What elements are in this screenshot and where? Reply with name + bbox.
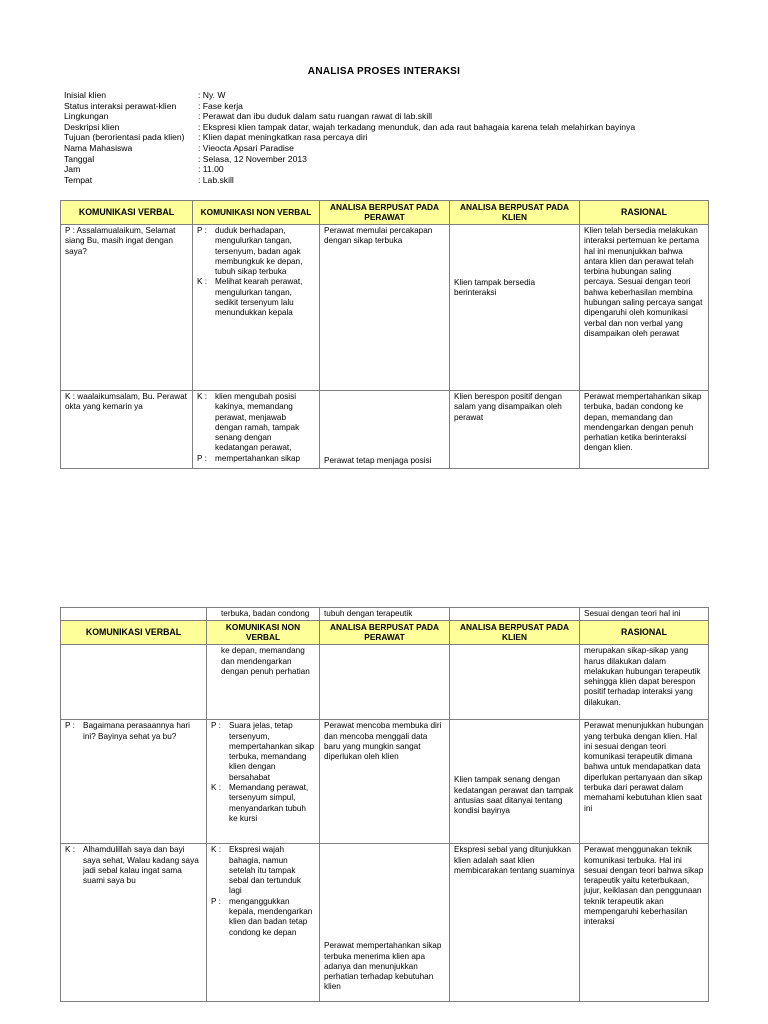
cell-nurse-analysis: Perawat memulai percakapan dengan sikap terbuka: [320, 225, 450, 391]
header-verbal: KOMUNIKASI VERBAL: [61, 201, 193, 225]
cell-nonverbal: [193, 225, 320, 391]
cell-rationale: Perawat menunjukkan hubungan yang terbuka dengan klien. Hal ini sesuai dengan teori komunikasi terapeutik dimana bahwa untuk mendapatkan data diperlukan pertanyaan dan sikap terbuka dari perawat dalam memahami kebutuhan klien saat ini: [580, 720, 709, 844]
client-analysis-text: Klien tampak senang dengan kedatangan perawat dan tampak antusias saat ditanyai tentang kondisi bayinya: [454, 775, 574, 816]
cell-client-analysis: [450, 225, 580, 391]
speaker-label: K :: [211, 783, 222, 793]
verbal-entry: [65, 845, 202, 886]
cell-rationale: Perawat mempertahankan sikap terbuka, badan condong ke depan, memandang dan mendengarkan dengan penuh perhatian ketika berinteraksi dengan klien.: [580, 391, 709, 469]
cell-client-analysis: [450, 608, 580, 621]
info-key: Inisial klien: [64, 90, 107, 100]
nonverbal-text: klien mengubah posisi kakinya, memandang perawat, menjawab dengan ramah, tampak senang dengan kedatangan perawat,: [215, 392, 300, 453]
nonverbal-text: Ekspresi wajah bahagia, namun setelah itu tampak sebal dan tertunduk lagi: [229, 845, 301, 896]
nonverbal-entry: [197, 277, 315, 318]
speaker-label: K :: [211, 845, 222, 855]
cell-nonverbal: terbuka, badan condong: [207, 608, 320, 621]
info-value: : Lab.skill: [198, 174, 234, 185]
info-value: : Klien dapat meningkatkan rasa percaya diri: [198, 132, 368, 143]
table-row: [61, 844, 709, 1002]
cell-verbal: [61, 608, 207, 621]
info-value: : Selasa, 12 November 2013: [198, 153, 307, 164]
header-verbal: KOMUNIKASI VERBAL: [61, 621, 207, 645]
cell-nurse-analysis: [320, 391, 450, 469]
cell-client-analysis: Ekspresi sebal yang ditunjukkan klien adalah saat klien membicarakan tentang suaminya: [450, 844, 580, 1002]
nonverbal-text: Memandang perawat, tersenyum simpul, menyandarkan tubuh ke kursi: [229, 783, 309, 823]
table-row-continued: [61, 608, 709, 621]
nonverbal-entry: [197, 226, 315, 277]
verbal-text: Alhamdulillah saya dan bayi saya sehat, Walau kadang saya jadi sebal kalau ingat sama suami saya bu: [83, 845, 199, 886]
cell-nonverbal: [207, 844, 320, 1002]
cell-rationale: Perawat menggunakan teknik komunikasi terbuka. Hal ini sesuai dengan teori bahwa sikap terapeutik yaitu keterbukaan, jujur, keiklasan dan penggunaan teknik terapeutik akan mempengaruhi keberhasilan interaksi: [580, 844, 709, 1002]
cell-nurse-analysis: [320, 645, 450, 720]
info-key: Tanggal: [64, 153, 95, 164]
info-value: : 11.00: [198, 164, 224, 175]
info-row-goal: [64, 132, 635, 143]
document-title: ANALISA PROSES INTERAKSI: [307, 66, 461, 77]
nonverbal-entry: [197, 454, 315, 464]
info-key: Tempat: [64, 174, 93, 185]
info-row-environment: [64, 111, 635, 122]
table-header-row: [61, 621, 709, 645]
nonverbal-text: Melihat kearah perawat, mengulurkan tangan, sedikit tersenyum lalu menundukkan kepala: [215, 277, 303, 318]
info-value: : Fase kerja: [198, 100, 243, 111]
header-rationale: RASIONAL: [580, 201, 709, 225]
nonverbal-text: mempertahankan sikap: [215, 453, 301, 463]
interaction-table-page1: [60, 200, 709, 469]
info-key: Nama Mahasiswa: [64, 142, 133, 153]
header-nonverbal: KOMUNIKASI NON VERBAL: [207, 621, 320, 645]
info-row-date: [64, 154, 635, 165]
nonverbal-entry: [211, 783, 315, 824]
info-row-description: [64, 122, 635, 133]
cell-rationale: Klien telah bersedia melakukan interaksi pertemuan ke pertama hal ini menunjukkan bahwa antara klien dan perawat telah terbina hubungan saling percaya. Sesuai dengan teori bahwa keberhasilan membina hubungan saling percaya sangat dipengaruhi oleh komunikasi verbal dan non verbal yang disampaikan oleh perawat: [580, 225, 709, 391]
speaker-label: P :: [211, 721, 221, 731]
cell-nonverbal: [193, 391, 320, 469]
header-rationale: RASIONAL: [580, 621, 709, 645]
cell-nurse-analysis: [320, 844, 450, 1002]
speaker-label: K :: [197, 277, 208, 287]
info-row-place: [64, 175, 635, 186]
cell-client-analysis: [450, 720, 580, 844]
nonverbal-entry: [211, 897, 315, 938]
nurse-analysis-text: Perawat mempertahankan sikap terbuka menerima klien apa adanya dan menunjukkan perhatian terhadap kebutuhan klien: [324, 941, 442, 992]
table-header-row: [61, 201, 709, 225]
table-row: [61, 391, 709, 469]
info-key: Lingkungan: [64, 111, 109, 122]
verbal-entry: [65, 721, 202, 742]
cell-nonverbal: ke depan, memandang dan mendengarkan dengan penuh perhatian: [207, 645, 320, 720]
table-row: [61, 645, 709, 720]
header-nurse-analysis: ANALISA BERPUSAT PADA PERAWAT: [320, 201, 450, 225]
nurse-analysis-text: Perawat tetap menjaga posisi: [324, 456, 432, 465]
info-value: : Ny. W: [198, 90, 226, 100]
speaker-label: P :: [197, 453, 207, 463]
nonverbal-entry: [211, 721, 315, 783]
header-client-analysis: ANALISA BERPUSAT PADA KLIEN: [450, 621, 580, 645]
info-row-status: [64, 101, 635, 112]
cell-verbal: [61, 720, 207, 844]
cell-nurse-analysis: Perawat mencoba membuka diri dan mencoba menggali data baru yang mungkin sangat diperlukan oleh klien: [320, 720, 450, 844]
speaker-label: K :: [65, 845, 76, 855]
info-key: Deskripsi klien: [64, 121, 120, 132]
cell-verbal: [61, 844, 207, 1002]
cell-verbal: [61, 645, 207, 720]
nonverbal-text: Suara jelas, tetap tersenyum, mempertahankan sikap terbuka, memandang klien dengan bersahabat: [229, 721, 315, 782]
client-info-block: [64, 90, 635, 185]
info-row-time: [64, 164, 635, 175]
info-key: Jam: [64, 164, 81, 175]
info-key: Tujuan (berorientasi pada klien): [64, 132, 185, 143]
speaker-label: P :: [211, 896, 221, 906]
cell-nonverbal: [207, 720, 320, 844]
cell-verbal: P : Assalamualaikum, Selamat siang Bu, masih ingat dengan saya?: [61, 225, 193, 391]
speaker-label: K :: [197, 392, 208, 401]
nonverbal-text: duduk berhadapan, mengulurkan tangan, tersenyum, badan agak membungkuk ke depan, tubuh sikap terbuka: [215, 226, 303, 277]
info-value: : Ekspresi klien tampak datar, wajah terkadang menunduk, dan ada raut bahagaia karena telah melahirkan bayinya: [198, 121, 636, 132]
cell-rationale: Sesuai dengan teori hal ini: [580, 608, 709, 621]
info-row-student: [64, 143, 635, 154]
nonverbal-text: menganggukkan kepala, mendengarkan klien dan badan tetap condong ke depan: [229, 896, 313, 937]
info-value: : Vieocta Apsari Paradise: [198, 142, 294, 153]
client-analysis-text: Klien tampak bersedia berinteraksi: [454, 278, 536, 298]
cell-client-analysis: [450, 645, 580, 720]
table-row: [61, 225, 709, 391]
info-key: Status interaksi perawat-klien: [64, 100, 177, 111]
cell-verbal: K : waalaikumsalam, Bu. Perawat okta yang kemarin ya: [61, 391, 193, 469]
header-nonverbal: KOMUNIKASI NON VERBAL: [193, 201, 320, 225]
verbal-text: Bagaimana perasaannya hari ini? Bayinya sehat ya bu?: [83, 721, 190, 741]
cell-nurse-analysis: tubuh dengan terapeutik: [320, 608, 450, 621]
speaker-label: P :: [197, 226, 207, 235]
speaker-label: P :: [65, 721, 75, 731]
info-row-initial: [64, 90, 635, 101]
interaction-table-page2: [60, 607, 709, 1002]
header-client-analysis: ANALISA BERPUSAT PADA KLIEN: [450, 201, 580, 225]
header-nurse-analysis: ANALISA BERPUSAT PADA PERAWAT: [320, 621, 450, 645]
table-row: [61, 720, 709, 844]
nonverbal-entry: [197, 392, 315, 454]
nonverbal-entry: [211, 845, 315, 896]
info-value: : Perawat dan ibu duduk dalam satu ruangan rawat di lab.skill: [198, 111, 433, 122]
cell-client-analysis: Klien berespon positif dengan salam yang disampaikan oleh perawat: [450, 391, 580, 469]
cell-rationale: merupakan sikap-sikap yang harus dilakukan dalam melakukan hubungan terapeutik sehingga klien dapat berespon positif terhadap interaksi yang dilakukan.: [580, 645, 709, 720]
